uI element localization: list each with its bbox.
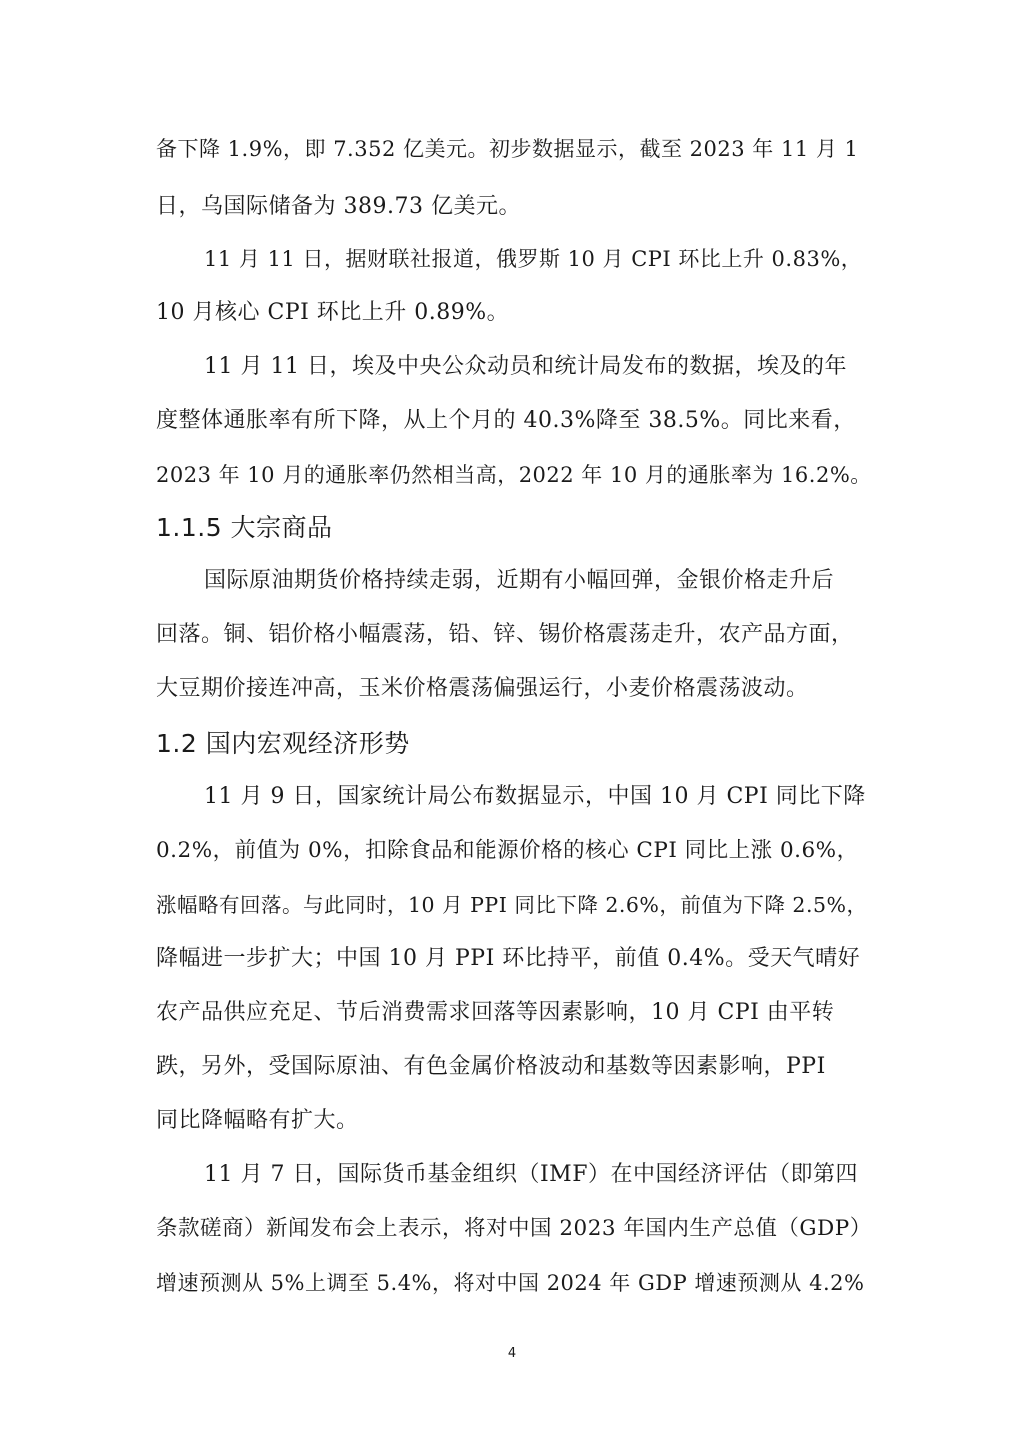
body-text-line: 同比降幅略有扩大。	[156, 1108, 359, 1133]
body-text-line: 备下降 1.9%，即 7.352 亿美元。初步数据显示，截至 2023 年 11 月 1	[156, 137, 859, 161]
body-text-line: 11 月 7 日，国际货币基金组织（IMF）在中国经济评估（即第四	[204, 1162, 858, 1187]
body-text-line: 回落。铜、铝价格小幅震荡，铅、锌、锡价格震荡走升，农产品方面，	[156, 622, 854, 647]
body-text-line: 11 月 9 日，国家统计局公布数据显示，中国 10 月 CPI 同比下降	[204, 784, 866, 809]
body-text-line: 条款磋商）新闻发布会上表示，将对中国 2023 年国内生产总值（GDP）	[156, 1216, 872, 1241]
body-text-line: 跌，另外，受国际原油、有色金属价格波动和基数等因素影响，PPI	[156, 1054, 826, 1079]
section-heading: 1.2 国内宏观经济形势	[156, 729, 410, 758]
body-text-line: 度整体通胀率有所下降，从上个月的 40.3%降至 38.5%。同比来看，	[156, 408, 856, 433]
body-text-line: 11 月 11 日，埃及中央公众动员和统计局发布的数据，埃及的年	[204, 354, 847, 379]
page-number: 4	[507, 1346, 517, 1361]
body-text-line: 日，乌国际储备为 389.73 亿美元。	[156, 194, 521, 219]
body-text-line: 降幅进一步扩大；中国 10 月 PPI 环比持平，前值 0.4%。受天气晴好	[156, 946, 861, 971]
body-text-line: 大豆期价接连冲高，玉米价格震荡偏强运行，小麦价格震荡波动。	[156, 676, 809, 701]
body-text-line: 涨幅略有回落。与此同时，10 月 PPI 同比下降 2.6%，前值为下降 2.5%，	[156, 893, 868, 917]
body-text-line: 10 月核心 CPI 环比上升 0.89%。	[156, 300, 510, 325]
body-text-line: 11 月 11 日，据财联社报道，俄罗斯 10 月 CPI 环比上升 0.83%，	[204, 247, 863, 271]
section-heading: 1.1.5 大宗商品	[156, 513, 333, 542]
body-text-line: 农产品供应充足、节后消费需求回落等因素影响，10 月 CPI 由平转	[156, 1000, 835, 1025]
body-text-line: 增速预测从 5%上调至 5.4%，将对中国 2024 年 GDP 增速预测从 4.2%	[156, 1271, 865, 1295]
body-text-line: 0.2%，前值为 0%，扣除食品和能源价格的核心 CPI 同比上涨 0.6%，	[156, 838, 859, 863]
body-text-line: 国际原油期货价格持续走弱，近期有小幅回弹，金银价格走升后	[204, 568, 835, 593]
body-text-line: 2023 年 10 月的通胀率仍然相当高，2022 年 10 月的通胀率为 16.2%。	[156, 463, 872, 487]
